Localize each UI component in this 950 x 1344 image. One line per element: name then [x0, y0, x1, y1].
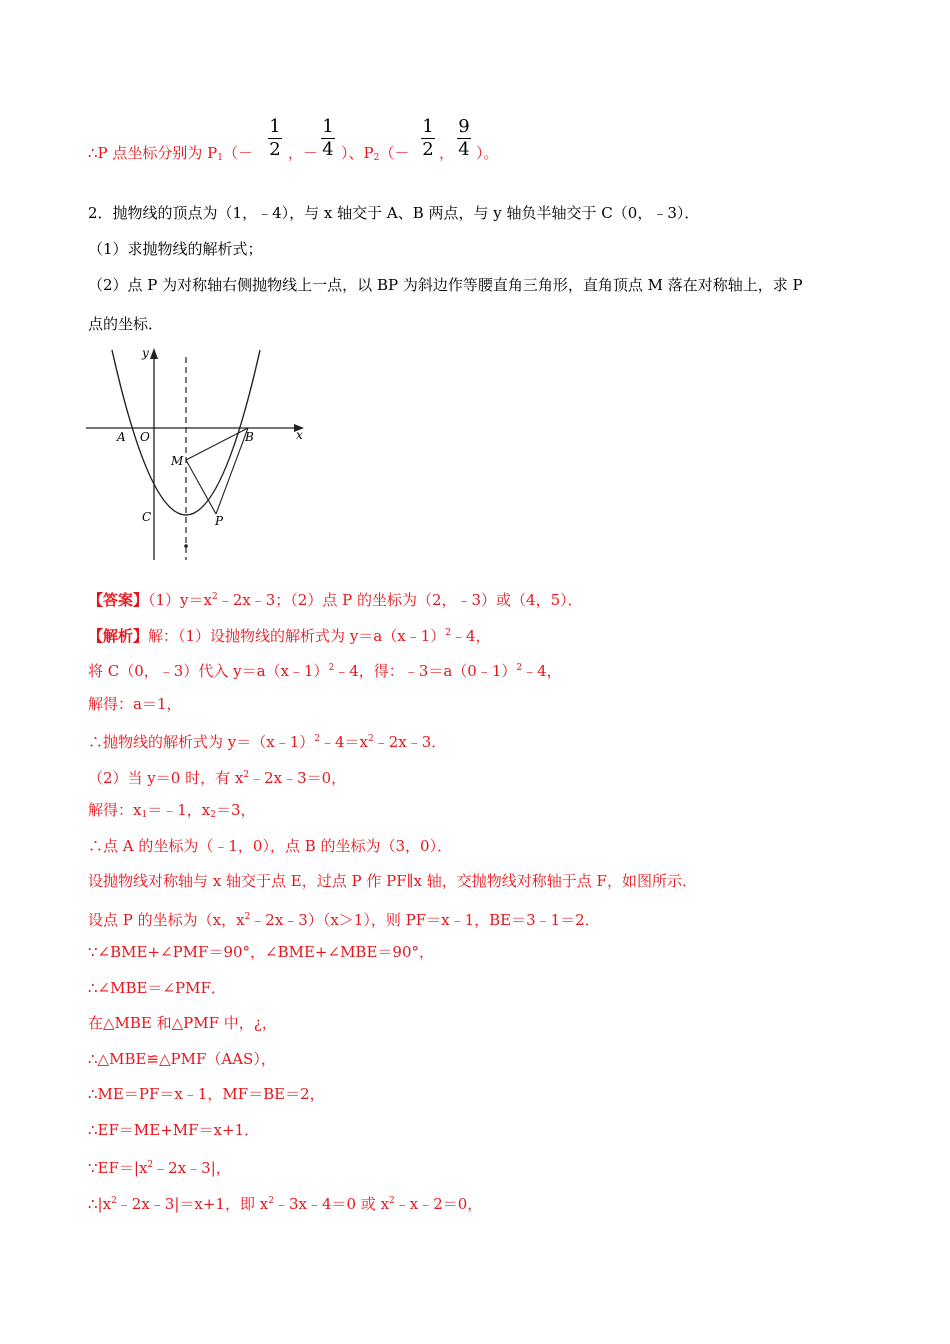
problem-line-4: 点的坐标． [88, 315, 164, 333]
p-coordinates-close: ）。 [476, 144, 499, 162]
fraction-denominator: 4 [322, 139, 334, 160]
analysis-line-7: ∴点 A 的坐标为（﹣1，0），点 B 的坐标为（3，0）． [88, 837, 453, 855]
analysis-line-12: 在△MBE 和△PMF 中，¿， [88, 1014, 277, 1032]
label-x: x [296, 428, 303, 442]
problem-line-2: （1）求抛物线的解析式； [88, 240, 263, 258]
analysis-line-10: ∵∠BME+∠PMF＝90°，∠BME+∠MBE＝90°， [88, 943, 434, 961]
fraction-denominator: 2 [269, 139, 281, 160]
fraction-numerator: 1 [322, 116, 334, 137]
analysis-tag: 【解析】 [88, 627, 149, 645]
label-a: A [117, 430, 126, 444]
analysis-line-13: ∴△MBE≌△PMF（AAS）， [88, 1050, 276, 1068]
parabola-figure [82, 345, 312, 565]
analysis-line-14: ∴ME＝PF＝x﹣1，MF＝BE＝2， [88, 1085, 325, 1103]
fraction-1-4 [318, 116, 338, 161]
segment-mp [186, 460, 216, 514]
analysis-line-15: ∴EF＝ME+MF＝x+1． [88, 1121, 260, 1139]
answer-line: 【答案】$(1)y=x^2﹣2x﹣3$；（2）点 P 的坐标为（2，﹣3）或（4，5）． [88, 591, 583, 609]
label-o: O [140, 430, 150, 444]
p-coordinates-line: ∴P 点坐标分别为 $P_1(-$ [88, 144, 254, 163]
label-b: B [245, 430, 254, 444]
answer-tag: 【答案】 [88, 591, 149, 609]
label-m: M [171, 454, 184, 468]
p-coordinates-comma: ， [439, 144, 455, 162]
label-c: C [142, 510, 152, 524]
analysis-line-1: 【解析】解：（1）设抛物线的解析式为 y＝a（x﹣1）$^2$﹣4， [88, 627, 491, 645]
y-axis-arrow [150, 348, 158, 359]
segment-bp [216, 428, 248, 514]
p-coordinates-mid1: ，－ [288, 144, 319, 162]
label-p: P [215, 514, 224, 528]
fraction-9-4 [454, 116, 474, 161]
fraction-numerator: 1 [269, 116, 281, 137]
fraction-numerator: 9 [458, 116, 470, 137]
analysis-line-8: 设抛物线对称轴与 x 轴交于点 E，过点 P 作 PF∥x 轴，交抛物线对称轴于点 F，如图所示． [88, 872, 697, 890]
fraction-numerator: 1 [422, 116, 434, 137]
fraction-1-2-b [418, 116, 438, 161]
fraction-1-2-a [265, 116, 285, 161]
p-coordinates-p2: ）、$P_2(-$ [341, 144, 410, 163]
fraction-denominator: 4 [458, 139, 470, 160]
analysis-line-4: ∴抛物线的解析式为 $y=(x﹣1)^2﹣4=x^2﹣2x﹣3$． [88, 733, 447, 751]
fraction-denominator: 2 [422, 139, 434, 160]
analysis-line-16: $\because EF=|x^2﹣2x﹣3|$， [88, 1159, 231, 1177]
analysis-line-2: 将 C（0，﹣3）代入 y＝a（x﹣1）$^2$﹣4，得：﹣3＝a（0﹣1）$^2$﹣4， [88, 662, 562, 680]
vertex-point [184, 544, 188, 548]
analysis-line-3: 解得：a＝1， [88, 695, 182, 713]
problem-line-3: （2）点 P 为对称轴右侧抛物线上一点，以 BP 为斜边作等腰直角三角形，直角顶点 M 落在对称轴上，求 P [88, 276, 803, 294]
analysis-line-6: 解得：$x_1=﹣1$，$x_2=3$， [88, 801, 256, 820]
segment-mb [186, 428, 248, 460]
analysis-line-17: $\therefore|x^2﹣2x﹣3|=x+1$，即 $x^2﹣3x﹣4=0$ 或 $x^2﹣x﹣2=0$， [88, 1195, 483, 1213]
label-y: y [142, 346, 149, 360]
analysis-line-5: （2）当 y＝0 时，有 $x^2﹣2x﹣3=0$， [88, 769, 347, 787]
analysis-line-11: ∴∠MBE＝∠PMF． [88, 979, 226, 997]
analysis-line-9: 设点 P 的坐标为（x，$x^2﹣2x﹣3)(x>1)$，则 PF＝x﹣1，BE＝3﹣1＝2． [88, 911, 600, 929]
problem-line-1: 2．抛物线的顶点为（1，﹣4），与 x 轴交于 A、B 两点，与 y 轴负半轴交于 C（0，﹣3）． [88, 204, 700, 222]
